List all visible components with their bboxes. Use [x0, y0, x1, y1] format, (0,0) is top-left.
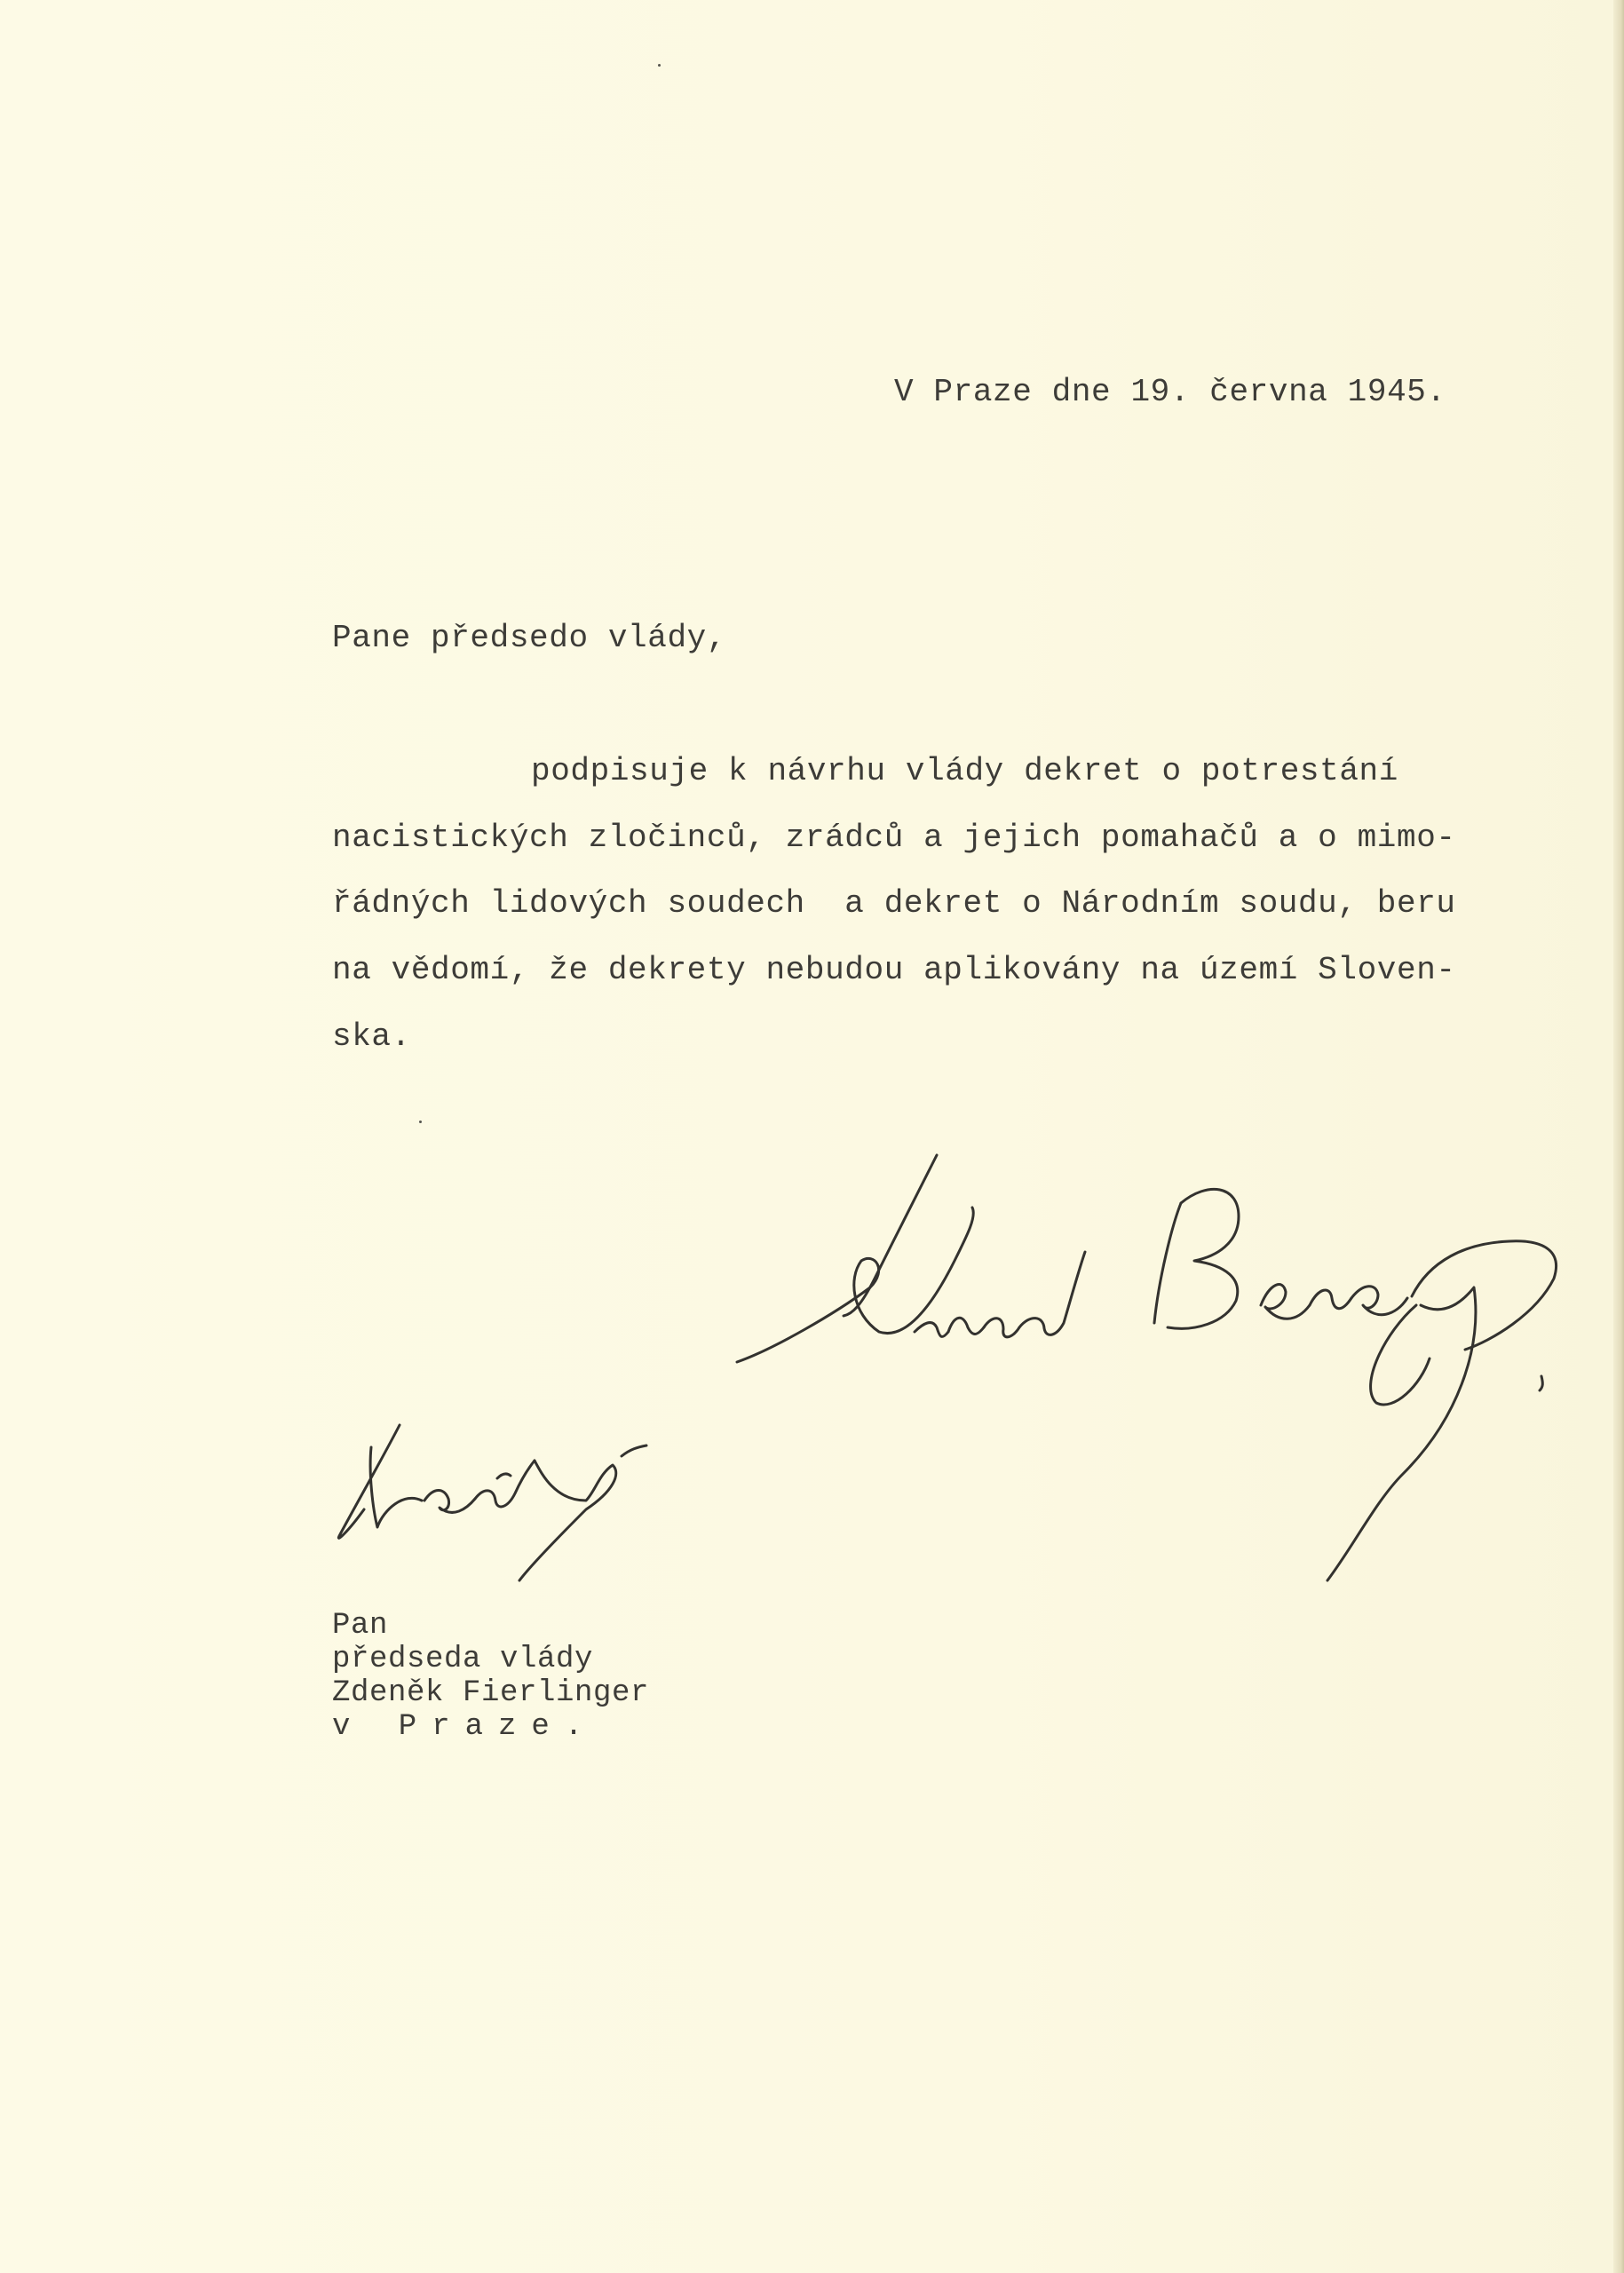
body-line: na vědomí, že dekrety nebudou aplikovány na území Sloven- [332, 952, 1456, 988]
body-line: podpisuje k návrhu vlády dekret o potrestání [531, 753, 1398, 789]
address-line: v Praze. [332, 1710, 598, 1744]
body-line: nacistických zločinců, zrádců a jejich pomahačů a o mimo- [332, 820, 1456, 856]
address-line: předseda vlády [332, 1643, 594, 1676]
body-line: řádných lidových soudech a dekret o Národním soudu, beru [332, 885, 1456, 922]
salutation: Pane předsedo vlády, [332, 620, 727, 656]
body-line: ska. [332, 1018, 411, 1055]
address-line: Pan [332, 1609, 389, 1643]
letter-date: V Praze dne 19. června 1945. [894, 374, 1446, 410]
address-line: Zdeněk Fierlinger [332, 1676, 650, 1710]
